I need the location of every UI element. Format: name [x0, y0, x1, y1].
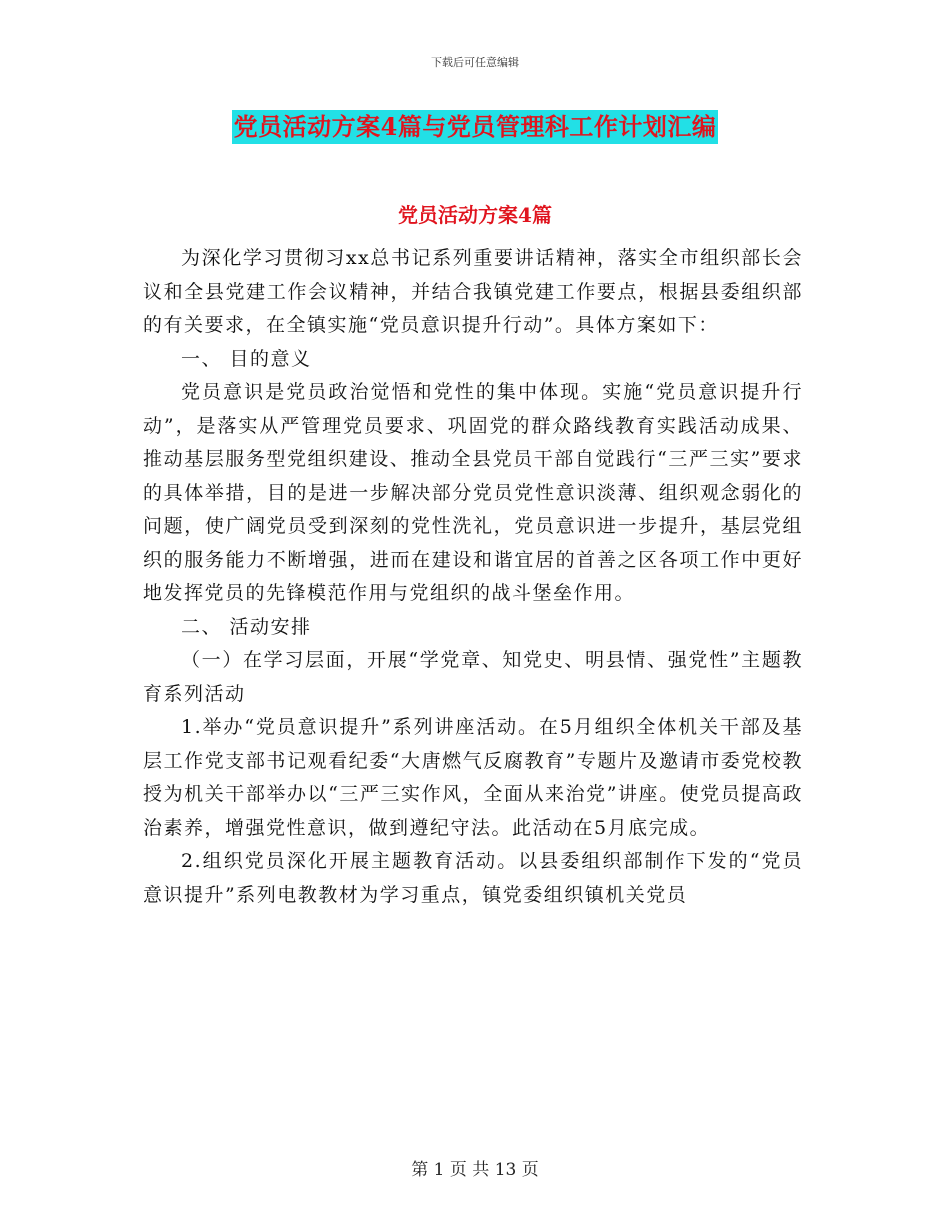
- section-title: 党员活动方案4篇: [398, 203, 552, 227]
- document-title-wrap: [0, 110, 950, 144]
- paragraph-intro: 为深化学习贯彻习xx总书记系列重要讲话精神，落实全市组织部长会议和全县党建工作会议精神，并结合我镇党建工作要点，根据县委组织部的有关要求，在全镇实施“党员意识提升行动”。具体方案如下：: [143, 247, 803, 336]
- document-body: [143, 242, 803, 912]
- paragraph-purpose: 党员意识是党员政治觉悟和党性的集中体现。实施“党员意识提升行动”，是落实从严管理党员要求、巩固党的群众路线教育实践活动成果、推动基层服务型党组织建设、推动全县党员干部自觉践行“三严三实”要求的具体举措，目的是进一步解决部分党员党性意识淡薄、组织观念弱化的问题，使广阔党员受到深刻的党性洗礼，党员意识进一步提升，基层党组织的服务能力不断增强，进而在建设和谐宜居的首善之区各项工作中更好地发挥党员的先锋模范作用与党组织的战斗堡垒作用。: [143, 381, 803, 604]
- subheading-study: （一）在学习层面，开展“学党章、知党史、明县情、强党性”主题教育系列活动: [143, 649, 803, 705]
- header-note: 下载后可任意编辑: [431, 56, 519, 69]
- document-title: 党员活动方案4篇与党员管理科工作计划汇编: [232, 110, 719, 144]
- page-footer: 第 1 页 共 13 页: [411, 1160, 539, 1180]
- paragraph-item-2: 2.组织党员深化开展主题教育活动。以县委组织部制作下发的“党员意识提升”系列电教教材为学习重点，镇党委组织镇机关党员: [143, 850, 803, 906]
- heading-arrangement: 二、 活动安排: [181, 615, 312, 638]
- heading-purpose: 一、 目的意义: [181, 347, 312, 370]
- paragraph-item-1: 1.举办“党员意识提升”系列讲座活动。在5月组织全体机关干部及基层工作党支部书记观看纪委“大唐燃气反腐教育”专题片及邀请市委党校教授为机关干部举办以“三严三实作风，全面从来治党”讲座。使党员提高政治素养，增强党性意识，做到遵纪守法。此活动在5月底完成。: [143, 716, 803, 839]
